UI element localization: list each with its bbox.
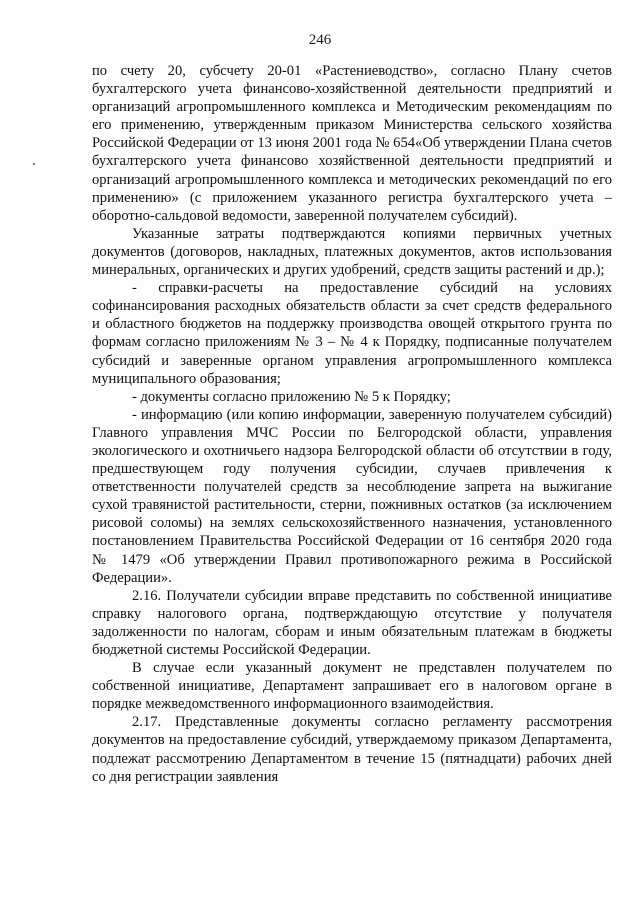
- paragraph-interagency-request: В случае если указанный документ не представлен получателем по собственной инициативе, Департамент запрашивает его в налоговом органе в порядке межведомственного информационного взаимодействия.: [92, 660, 612, 713]
- page-number: 246: [308, 32, 332, 48]
- paragraph-costs-confirmation: Указанные затраты подтверждаются копиями первичных учетных документов (договоров, накладных, платежных документов, актов использования минеральных, органических и других удобрений, средств защиты растений и др.);: [92, 225, 612, 279]
- document-body: [92, 62, 612, 786]
- scan-speck: [33, 163, 35, 165]
- list-item-calculation-certificates: - справки-расчеты на предоставление субсидий на условиях софинансирования расходных обязательств области за счет средств федерального и областного бюджетов на поддержку производства овощей открытого грунта по формам согласно приложениям № 3 – № 4 к Порядку, подписанные получателем субсидий и заверенные органом управления агропромышленного комплекса муниципального образования;: [92, 280, 612, 387]
- list-item-appendix-5-documents: - документы согласно приложению № 5 к Порядку;: [132, 388, 451, 405]
- paragraph-2-17: 2.17. Представленные документы согласно регламенту рассмотрения документов на предоставление субсидий, утверждаемому приказом Департамента, подлежат рассмотрению Департаментом в течение 15 (пятнадцати) рабочих дней со дня регистрации заявления: [92, 714, 612, 785]
- paragraph-2-16: 2.16. Получатели субсидии вправе представить по собственной инициативе справку налогового органа, подтверждающую отсутствие у получателя задолженности по налогам, сборам и иным обязательным платежам в бюджеты бюджетной системы Российской Федерации.: [92, 587, 612, 658]
- paragraph-continuation: по счету 20, субсчету 20-01 «Растениеводство», согласно Плану счетов бухгалтерского учета финансово-хозяйственной деятельности предприятий и организаций агропромышленного комплекса и Методическим рекомендациям по его применению, утвержденным приказом Министерства сельского хозяйства Российской Федерации от 13 июня 2001 года № 654«Об утверждении Плана счетов бухгалтерского учета финансово хозяйственной деятельности предприятий и организаций агропромышленного комплекса и методических рекомендаций по его применению» (с приложением указанного регистра бухгалтерского учета – оборотно-сальдовой ведомости, заверенной получателем субсидий).: [92, 63, 612, 224]
- list-item-mchs-information: - информацию (или копию информации, заверенную получателем субсидий) Главного управления МЧС России по Белгородской области, управления экологического и охотничьего надзора Белгородской области об отсутствии в году, предшествующем году получения субсидии, случаев привлечения к ответственности получателей средств за несоблюдение запрета на выжигание сухой травянистой растительности, стерни, пожнивных остатков (за исключением рисовой соломы) на землях сельскохозяйственного назначения, установленного постановлением Правительства Российской Федерации от 16 сентября 2020 года № 1479 «Об утверждении Правил противопожарного режима в Российской Федерации».: [92, 406, 612, 586]
